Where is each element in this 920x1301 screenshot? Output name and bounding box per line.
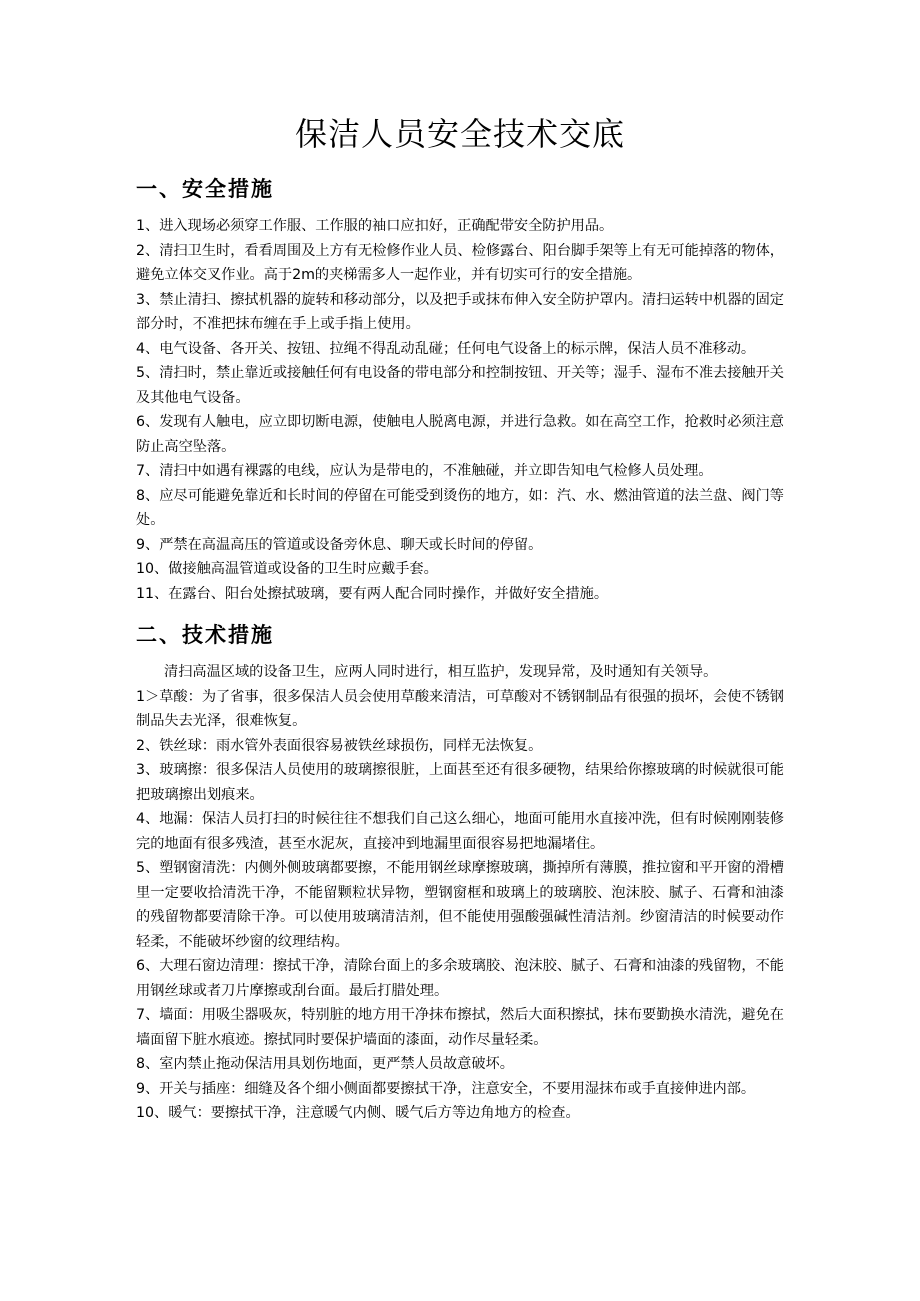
list-item: 7、清扫中如遇有裸露的电线，应认为是带电的，不准触碰，并立即告知电气检修人员处理。 [136, 463, 713, 479]
list-item: 1、进入现场必须穿工作服、工作服的袖口应扣好，正确配带安全防护用品。 [136, 218, 614, 234]
list-item: 5、塑钢窗清洗：内侧外侧玻璃都要擦，不能用钢丝球摩擦玻璃，撕掉所有薄膜，推拉窗和平开窗的滑槽里一定要收拾清洗干净，不能留颗粒状异物，塑钢窗框和玻璃上的玻璃胶、泡沫胶、腻子、石膏和油漆的残留物都要清除干净。可以使用玻璃清洁剂，但不能使用强酸强碱性清洁剂。纱窗清洁的时候要动作轻柔，不能破坏纱窗的纹理结构。 [136, 860, 784, 950]
list-item: 2、铁丝球：雨水管外表面很容易被铁丝球损伤，同样无法恢复。 [136, 737, 543, 754]
list-item: 3、玻璃擦：很多保洁人员使用的玻璃擦很脏，上面甚至还有很多硬物，结果给你擦玻璃的时候就很可能把玻璃擦出划痕来。 [136, 762, 784, 803]
list-item: 1＞草酸：为了省事，很多保洁人员会使用草酸来清洁，可草酸对不锈钢制品有很强的损坏，会使不锈钢制品失去光泽，很难恢复。 [136, 688, 784, 729]
section-intro: 清扫高温区域的设备卫生，应两人同时进行，相互监护，发现异常，及时通知有关领导。 [164, 664, 718, 680]
section-technical-measures [136, 618, 784, 1126]
list-item: 6、发现有人触电，应立即切断电源，使触电人脱离电源，并进行急救。如在高空工作，抢救时必须注意防止高空坠落。 [136, 414, 784, 455]
list-item: 3、禁止清扫、擦拭机器的旋转和移动部分，以及把手或抹布伸入安全防护罩内。清扫运转中机器的固定部分时，不准把抹布缠在手上或手指上使用。 [136, 291, 784, 332]
section-heading: 一、安全措施 [136, 177, 274, 201]
list-item: 9、严禁在高温高压的管道或设备旁休息、聊天或长时间的停留。 [136, 536, 543, 553]
list-item: 6、大理石窗边清理：擦拭干净，清除台面上的多余玻璃胶、泡沫胶、腻子、石膏和油漆的残留物，不能用钢丝球或者刀片摩擦或刮台面。最后打腊处理。 [136, 958, 784, 999]
document-title: 保洁人员安全技术交底 [294, 115, 625, 153]
list-item: 10、暖气：要擦拭干净，注意暖气内侧、暖气后方等边角地方的检查。 [136, 1105, 580, 1121]
document-body [136, 168, 784, 1126]
list-item: 8、应尽可能避免靠近和长时间的停留在可能受到烫伤的地方，如：汽、水、燃油管道的法兰盘、阀门等处。 [136, 487, 784, 528]
list-item: 4、电气设备、各开关、按钮、拉绳不得乱动乱碰；任何电气设备上的标示牌，保洁人员不准移动。 [136, 340, 756, 357]
list-item: 5、清扫时，禁止靠近或接触任何有电设备的带电部分和控制按钮、开关等；湿手、湿布不准去接触开关及其他电气设备。 [136, 365, 784, 406]
list-item: 11、在露台、阳台处擦拭玻璃，要有两人配合同时操作，并做好安全措施。 [136, 585, 609, 602]
list-item: 4、地漏：保洁人员打扫的时候往往不想我们自己这么细心，地面可能用水直接冲洗，但有时候刚刚装修完的地面有很多残渣，甚至水泥灰，直接冲到地漏里面很容易把地漏堵住。 [136, 811, 784, 852]
list-item: 2、清扫卫生时，看看周围及上方有无检修作业人员、检修露台、阳台脚手架等上有无可能掉落的物体，避免立体交叉作业。高于2m的夹梯需多人一起作业，并有切实可行的安全措施。 [136, 242, 784, 283]
section-safety-measures [136, 172, 784, 606]
list-item: 10、做接触高温管道或设备的卫生时应戴手套。 [136, 561, 438, 577]
list-item: 8、室内禁止拖动保洁用具划伤地面，更严禁人员故意破坏。 [136, 1056, 514, 1072]
section-heading: 二、技术措施 [136, 623, 274, 647]
list-item: 9、开关与插座：细缝及各个细小侧面都要擦拭干净，注意安全，不要用湿抹布或手直接伸进内部。 [136, 1080, 756, 1097]
list-item: 7、墙面：用吸尘器吸灰，特别脏的地方用干净抹布擦拭，然后大面积擦拭，抹布要勤换水清洗，避免在墙面留下脏水痕迹。擦拭同时要保护墙面的漆面，动作尽量轻柔。 [136, 1007, 784, 1048]
